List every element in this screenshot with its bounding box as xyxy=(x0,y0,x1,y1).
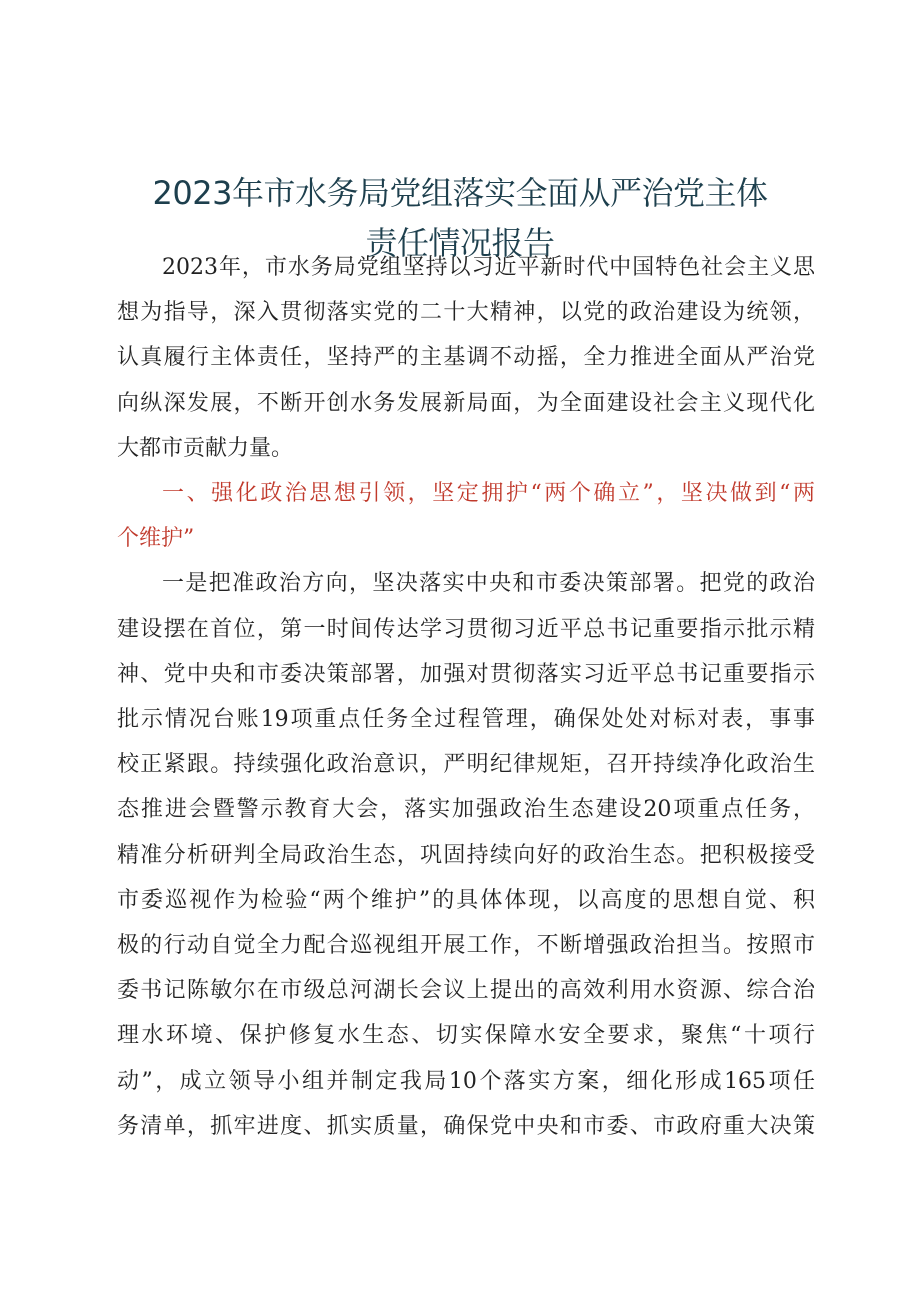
body-line-11: 理水环境、保护修复水生态、切实保障水安全要求，聚焦“十项行 xyxy=(117,1023,815,1048)
body-line-5: 校正紧跟。持续强化政治意识，严明纪律规矩，召开持续净化政治生 xyxy=(117,752,815,777)
body-line-8: 市委巡视作为检验“两个维护”的具体体现，以高度的思想自觉、积 xyxy=(117,888,815,913)
paragraph-intro-line-5: 大都市贡献力量。 xyxy=(117,436,294,461)
body-line-1: 一是把准政治方向，坚决落实中央和市委决策部署。把党的政治 xyxy=(162,571,815,596)
body-line-6: 态推进会暨警示教育大会，落实加强政治生态建设20项重点任务， xyxy=(117,797,815,822)
body-line-7: 精准分析研判全局政治生态，巩固持续向好的政治生态。把积极接受 xyxy=(117,843,815,868)
body-line-3: 神、党中央和市委决策部署，加强对贯彻落实习近平总书记重要指示 xyxy=(117,662,815,687)
paragraph-intro-line-4: 向纵深发展，不断开创水务发展新局面，为全面建设社会主义现代化 xyxy=(117,391,815,416)
section-heading-line-2: 个维护” xyxy=(117,526,195,551)
body-line-12: 动”，成立领导小组并制定我局10个落实方案，细化形成165项任 xyxy=(117,1069,815,1094)
document-title-line-1: 2023年市水务局党组落实全面从严治党主体 xyxy=(152,174,768,212)
body-line-10: 委书记陈敏尔在市级总河湖长会议上提出的高效利用水资源、综合治 xyxy=(117,978,815,1003)
body-line-9: 极的行动自觉全力配合巡视组开展工作，不断增强政治担当。按照市 xyxy=(117,933,815,958)
paragraph-intro-line-2: 想为指导，深入贯彻落实党的二十大精神，以党的政治建设为统领， xyxy=(117,300,815,325)
body-line-4: 批示情况台账19项重点任务全过程管理，确保处处对标对表，事事 xyxy=(117,707,815,732)
body-line-13: 务清单，抓牢进度、抓实质量，确保党中央和市委、市政府重大决策 xyxy=(117,1114,815,1139)
document-title-line-2: 责任情况报告 xyxy=(365,224,555,262)
section-heading-line-1: 一、强化政治思想引领，坚定拥护“两个确立”，坚决做到“两 xyxy=(162,481,815,506)
body-line-2: 建设摆在首位，第一时间传达学习贯彻习近平总书记重要指示批示精 xyxy=(117,617,815,642)
paragraph-intro-line-1: 2023年，市水务局党组坚持以习近平新时代中国特色社会主义思 xyxy=(162,255,815,280)
paragraph-intro-line-3: 认真履行主体责任，坚持严的主基调不动摇，全力推进全面从严治党 xyxy=(117,345,815,370)
